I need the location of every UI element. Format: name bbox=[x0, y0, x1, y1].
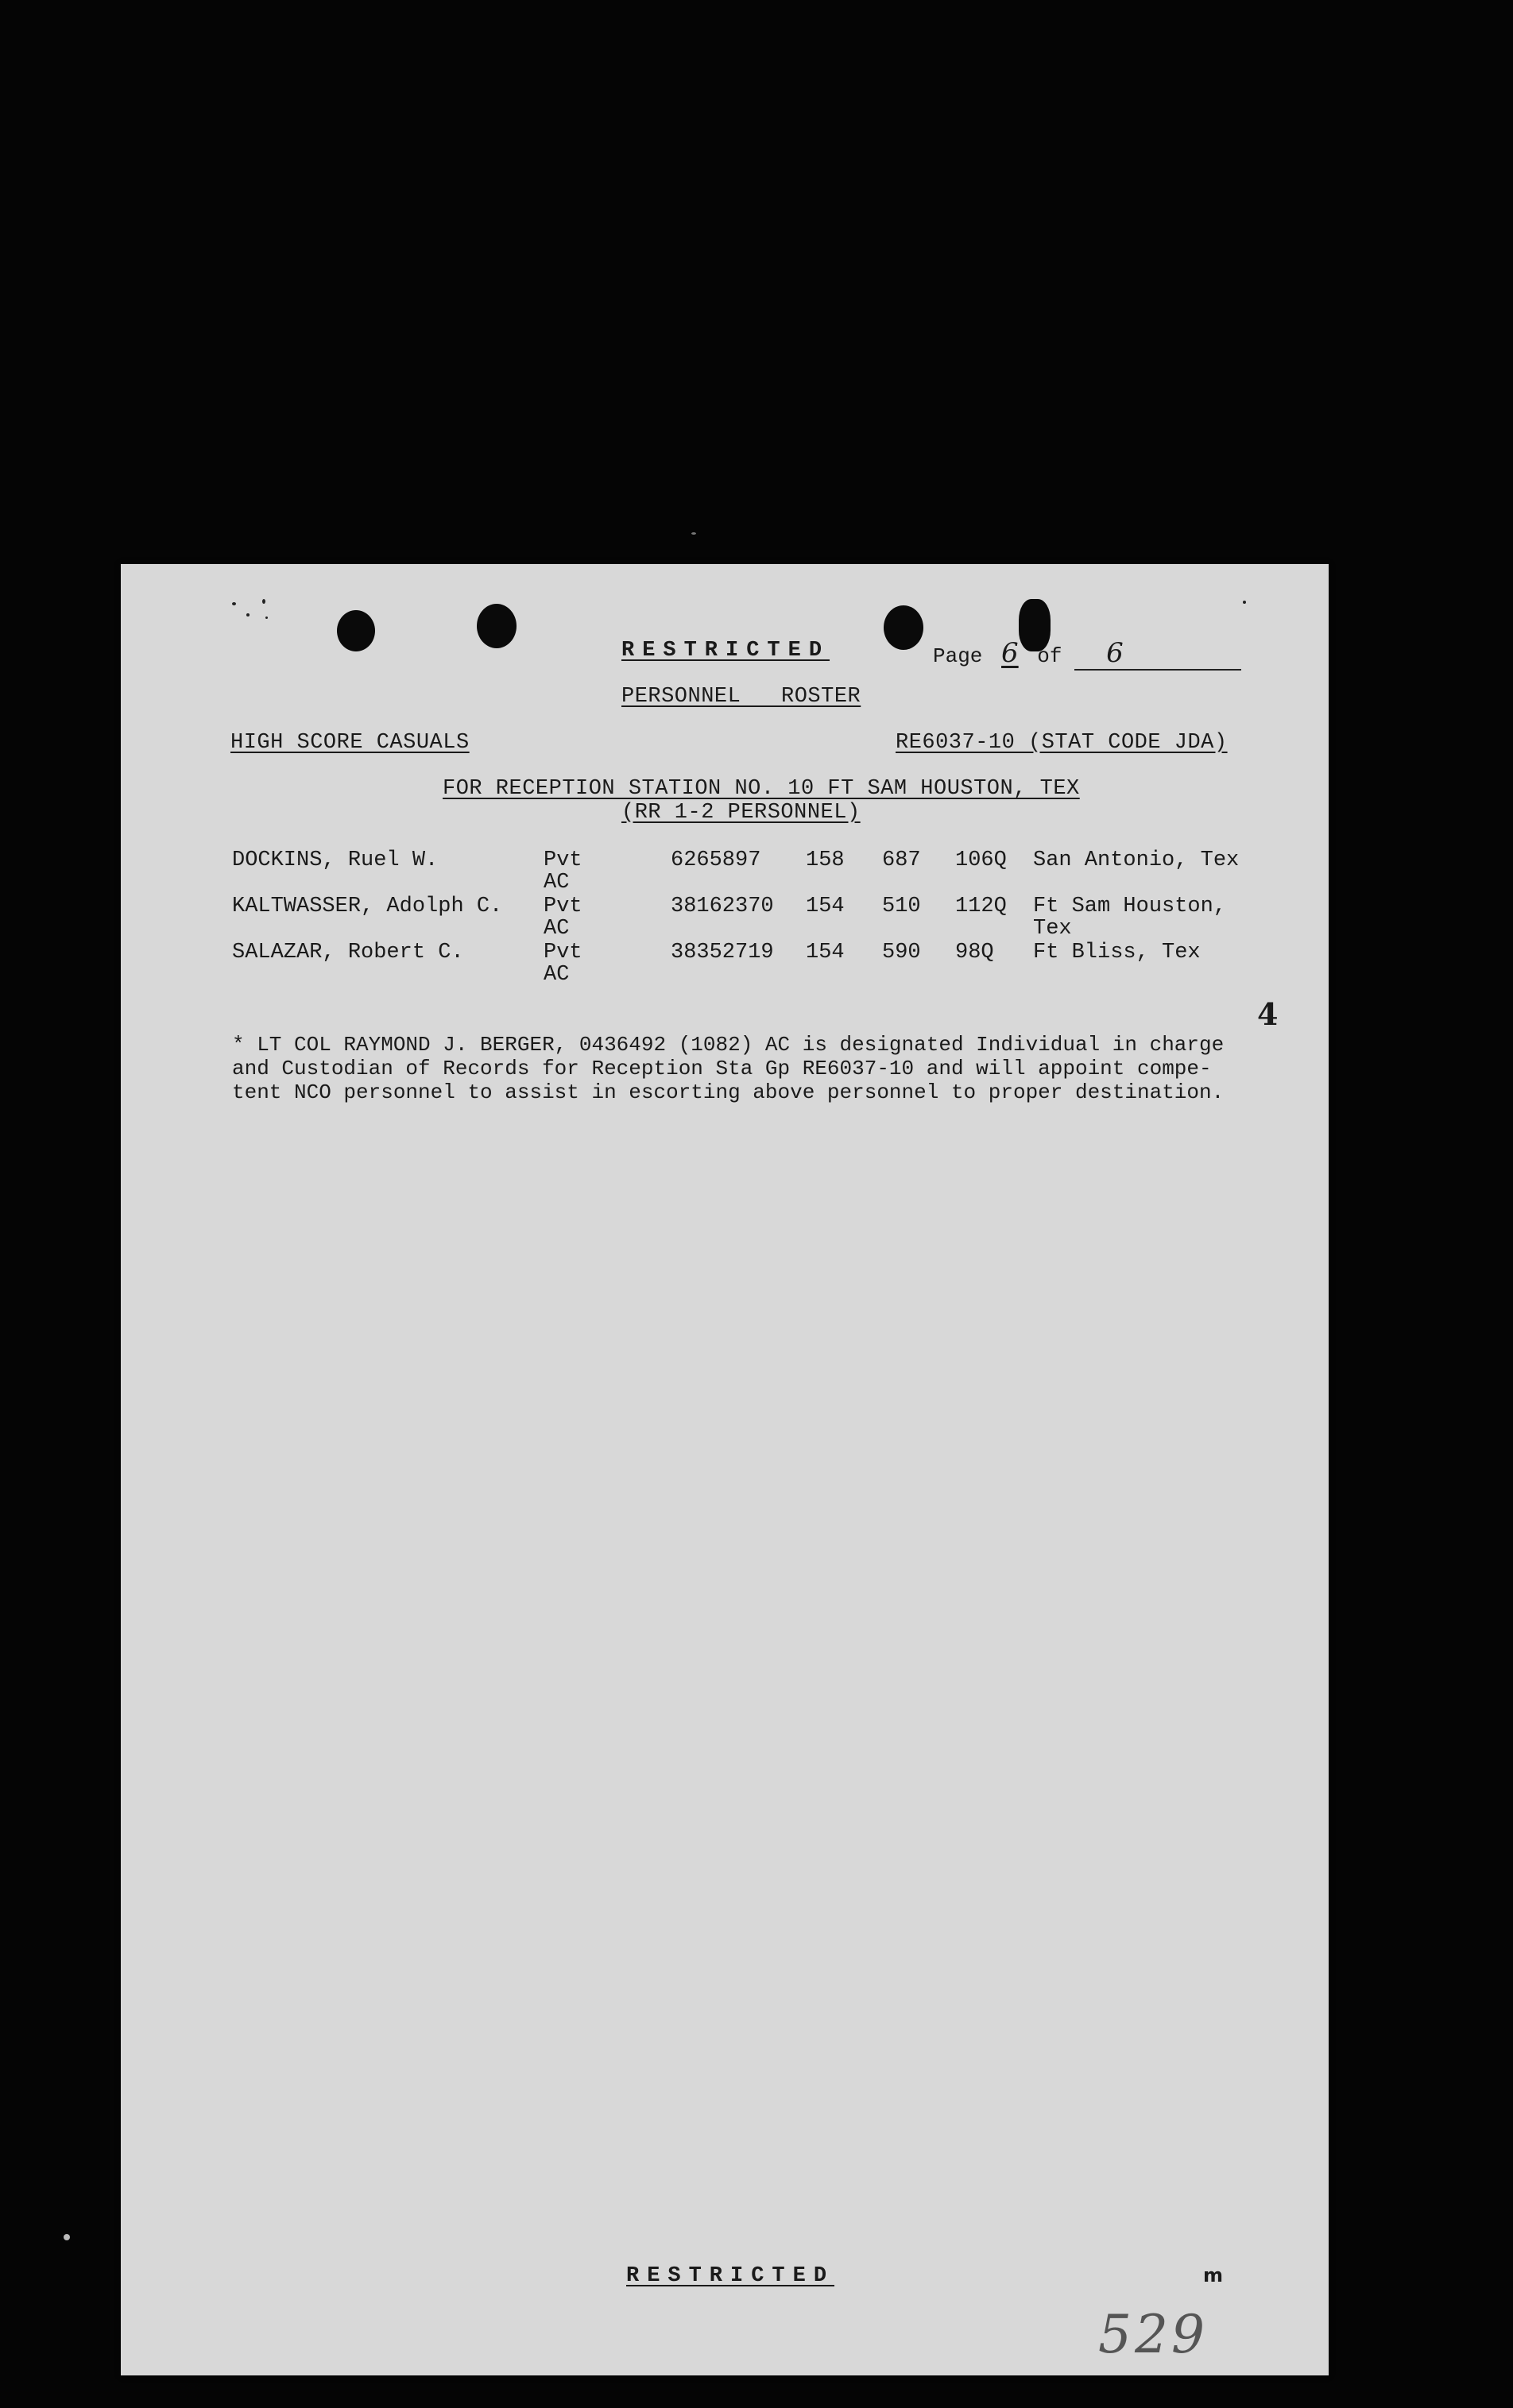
roster-col-b: 510 bbox=[882, 895, 921, 918]
roster-row bbox=[121, 895, 1329, 942]
roster-row bbox=[121, 941, 1329, 988]
personnel-line: (RR 1-2 PERSONNEL) bbox=[621, 801, 861, 825]
speck bbox=[262, 599, 265, 604]
speck bbox=[232, 602, 236, 605]
roster-destination-cont: Tex bbox=[1033, 917, 1072, 941]
speck bbox=[246, 613, 250, 616]
page-total: 6 bbox=[1074, 637, 1241, 671]
roster-title: PERSONNEL ROSTER bbox=[621, 685, 861, 709]
roster-serial: 38162370 bbox=[671, 895, 774, 918]
roster-col-a: 154 bbox=[806, 941, 845, 964]
footer-mark: m bbox=[1203, 2264, 1224, 2286]
roster-destination: Ft Sam Houston, bbox=[1033, 895, 1227, 918]
border-speck bbox=[691, 532, 696, 535]
roster-col-b: 590 bbox=[882, 941, 921, 964]
page-of: of bbox=[1037, 644, 1062, 668]
roster-destination: San Antonio, Tex bbox=[1033, 848, 1240, 872]
speck bbox=[1243, 601, 1246, 604]
roster-rank: Pvt bbox=[544, 895, 582, 918]
border-speck bbox=[64, 2234, 70, 2240]
roster-name: DOCKINS, Ruel W. bbox=[232, 848, 439, 872]
group-label: HIGH SCORE CASUALS bbox=[230, 731, 470, 755]
roster-col-c: 106Q bbox=[955, 848, 1007, 872]
order-code: RE6037-10 (STAT CODE JDA) bbox=[896, 731, 1228, 755]
roster-rank: Pvt bbox=[544, 941, 582, 964]
speck bbox=[265, 616, 268, 619]
note-line: * LT COL RAYMOND J. BERGER, 0436492 (1082) AC is designated Individual in charge bbox=[232, 1033, 1225, 1057]
note-line: and Custodian of Records for Reception Sta Gp RE6037-10 and will appoint compe- bbox=[232, 1057, 1212, 1080]
roster-row bbox=[121, 848, 1329, 896]
note-line: tent NCO personnel to assist in escorting above personnel to proper destination. bbox=[232, 1080, 1225, 1104]
page-indicator bbox=[933, 637, 1241, 671]
punch-hole-1 bbox=[337, 610, 375, 651]
roster-branch: AC bbox=[544, 871, 570, 895]
roster-col-c: 98Q bbox=[955, 941, 994, 964]
roster-branch: AC bbox=[544, 917, 570, 941]
document-page bbox=[121, 564, 1329, 2375]
roster-col-b: 687 bbox=[882, 848, 921, 872]
handwritten-page-number: 529 bbox=[1098, 2304, 1208, 2365]
roster-serial: 6265897 bbox=[671, 848, 761, 872]
punch-hole-2 bbox=[477, 604, 517, 648]
punch-hole-3 bbox=[884, 605, 923, 650]
roster-name: KALTWASSER, Adolph C. bbox=[232, 895, 503, 918]
roster-rank: Pvt bbox=[544, 848, 582, 872]
roster-destination: Ft Bliss, Tex bbox=[1033, 941, 1201, 964]
roster-col-a: 158 bbox=[806, 848, 845, 872]
station-line: FOR RECEPTION STATION NO. 10 FT SAM HOUSTON, TEX bbox=[443, 777, 1080, 801]
page-prefix: Page bbox=[933, 644, 983, 668]
margin-number: 4 bbox=[1257, 996, 1279, 1032]
classification-top: RESTRICTED bbox=[621, 639, 830, 663]
classification-bottom: RESTRICTED bbox=[626, 2264, 835, 2288]
roster-serial: 38352719 bbox=[671, 941, 774, 964]
roster-name: SALAZAR, Robert C. bbox=[232, 941, 464, 964]
roster-col-a: 154 bbox=[806, 895, 845, 918]
page-number: 6 bbox=[1001, 637, 1019, 669]
roster-col-c: 112Q bbox=[955, 895, 1007, 918]
roster-branch: AC bbox=[544, 963, 570, 987]
